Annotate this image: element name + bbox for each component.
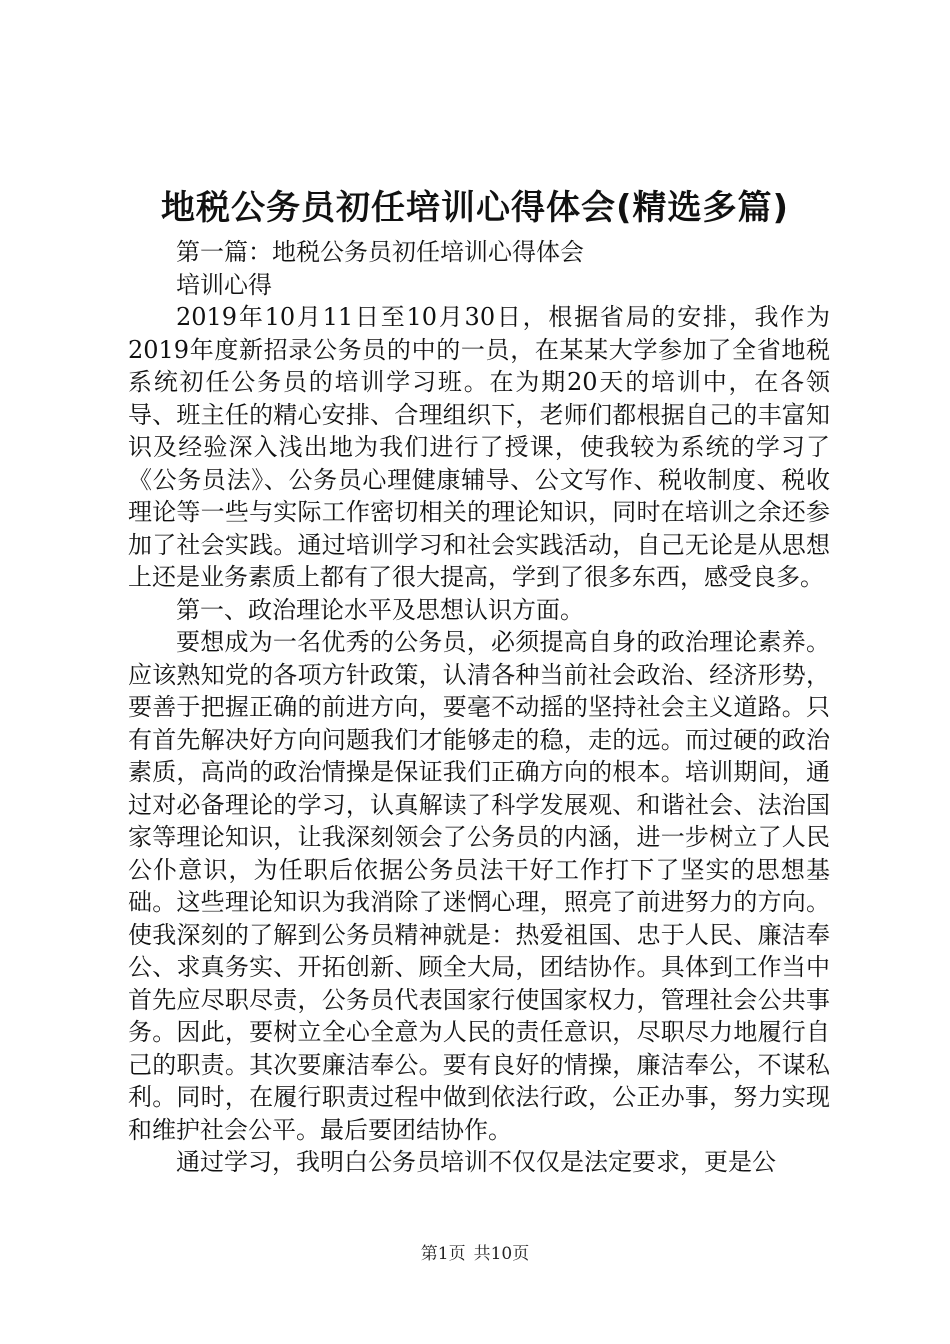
paragraph: 2019年10月11日至10月30日，根据省局的安排，我作为2019年度新招录公务员的中的一员，在某某大学参加了全省地税系统初任公务员的培训学习班。在为期20天的培训中，在各领导、班主任的精心安排、合理组织下，老师们都根据自己的丰富知识及经验深入浅出地为我们进行了授课，使我较为系统的学习了《公务员法》、公务员心理健康辅导、公文写作、税收制度、税收理论等一些与实际工作密切相关的理论知识，同时在培训之余还参加了社会实践。通过培训学习和社会实践活动，自己无论是从思想上还是业务素质上都有了很大提高，学到了很多东西，感受良多。	[128, 303, 830, 591]
document-title: 地税公务员初任培训心得体会(精选多篇)	[160, 188, 790, 228]
paragraph-heading: 第一、政治理论水平及思想认识方面。	[176, 595, 584, 624]
document-body	[128, 236, 830, 1179]
paragraph: 通过学习，我明白公务员培训不仅仅是法定要求，更是公	[176, 1148, 776, 1176]
page-footer	[0, 1242, 950, 1266]
subtitle: 第一篇：地税公务员初任培训心得体会	[176, 238, 584, 266]
page-number: 第1页	[420, 1244, 466, 1264]
paragraph: 要想成为一名优秀的公务员，必须提高自身的政治理论素养。应该熟知党的各项方针政策，认清各种当前社会政治、经济形势，要善于把握正确的前进方向，要毫不动摇的坚持社会主义道路。只有首先解决好方向问题我们才能够走的稳，走的远。而过硬的政治素质，高尚的政治情操是保证我们正确方向的根本。培训期间，通过对必备理论的学习，认真解读了科学发展观、和谐社会、法治国家等理论知识，让我深刻领会了公务员的内涵，进一步树立了人民公仆意识，为任职后依据公务员法干好工作打下了坚实的思想基础。这些理论知识为我消除了迷惘心理，照亮了前进努力的方向。使我深刻的了解到公务员精神就是：热爱祖国、忠于人民、廉洁奉公、求真务实、开拓创新、顾全大局，团结协作。具体到工作当中首先应尽职尽责，公务员代表国家行使国家权力，管理社会公共事务。因此，要树立全心全意为人民的责任意识，尽职尽力地履行自己的职责。其次要廉洁奉公。要有良好的情操，廉洁奉公，不谋私利。同时，在履行职责过程中做到依法行政，公正办事，努力实现和维护社会公平。最后要团结协作。	[128, 628, 830, 1144]
page-total: 共10页	[473, 1244, 530, 1264]
section-heading: 培训心得	[176, 270, 272, 299]
